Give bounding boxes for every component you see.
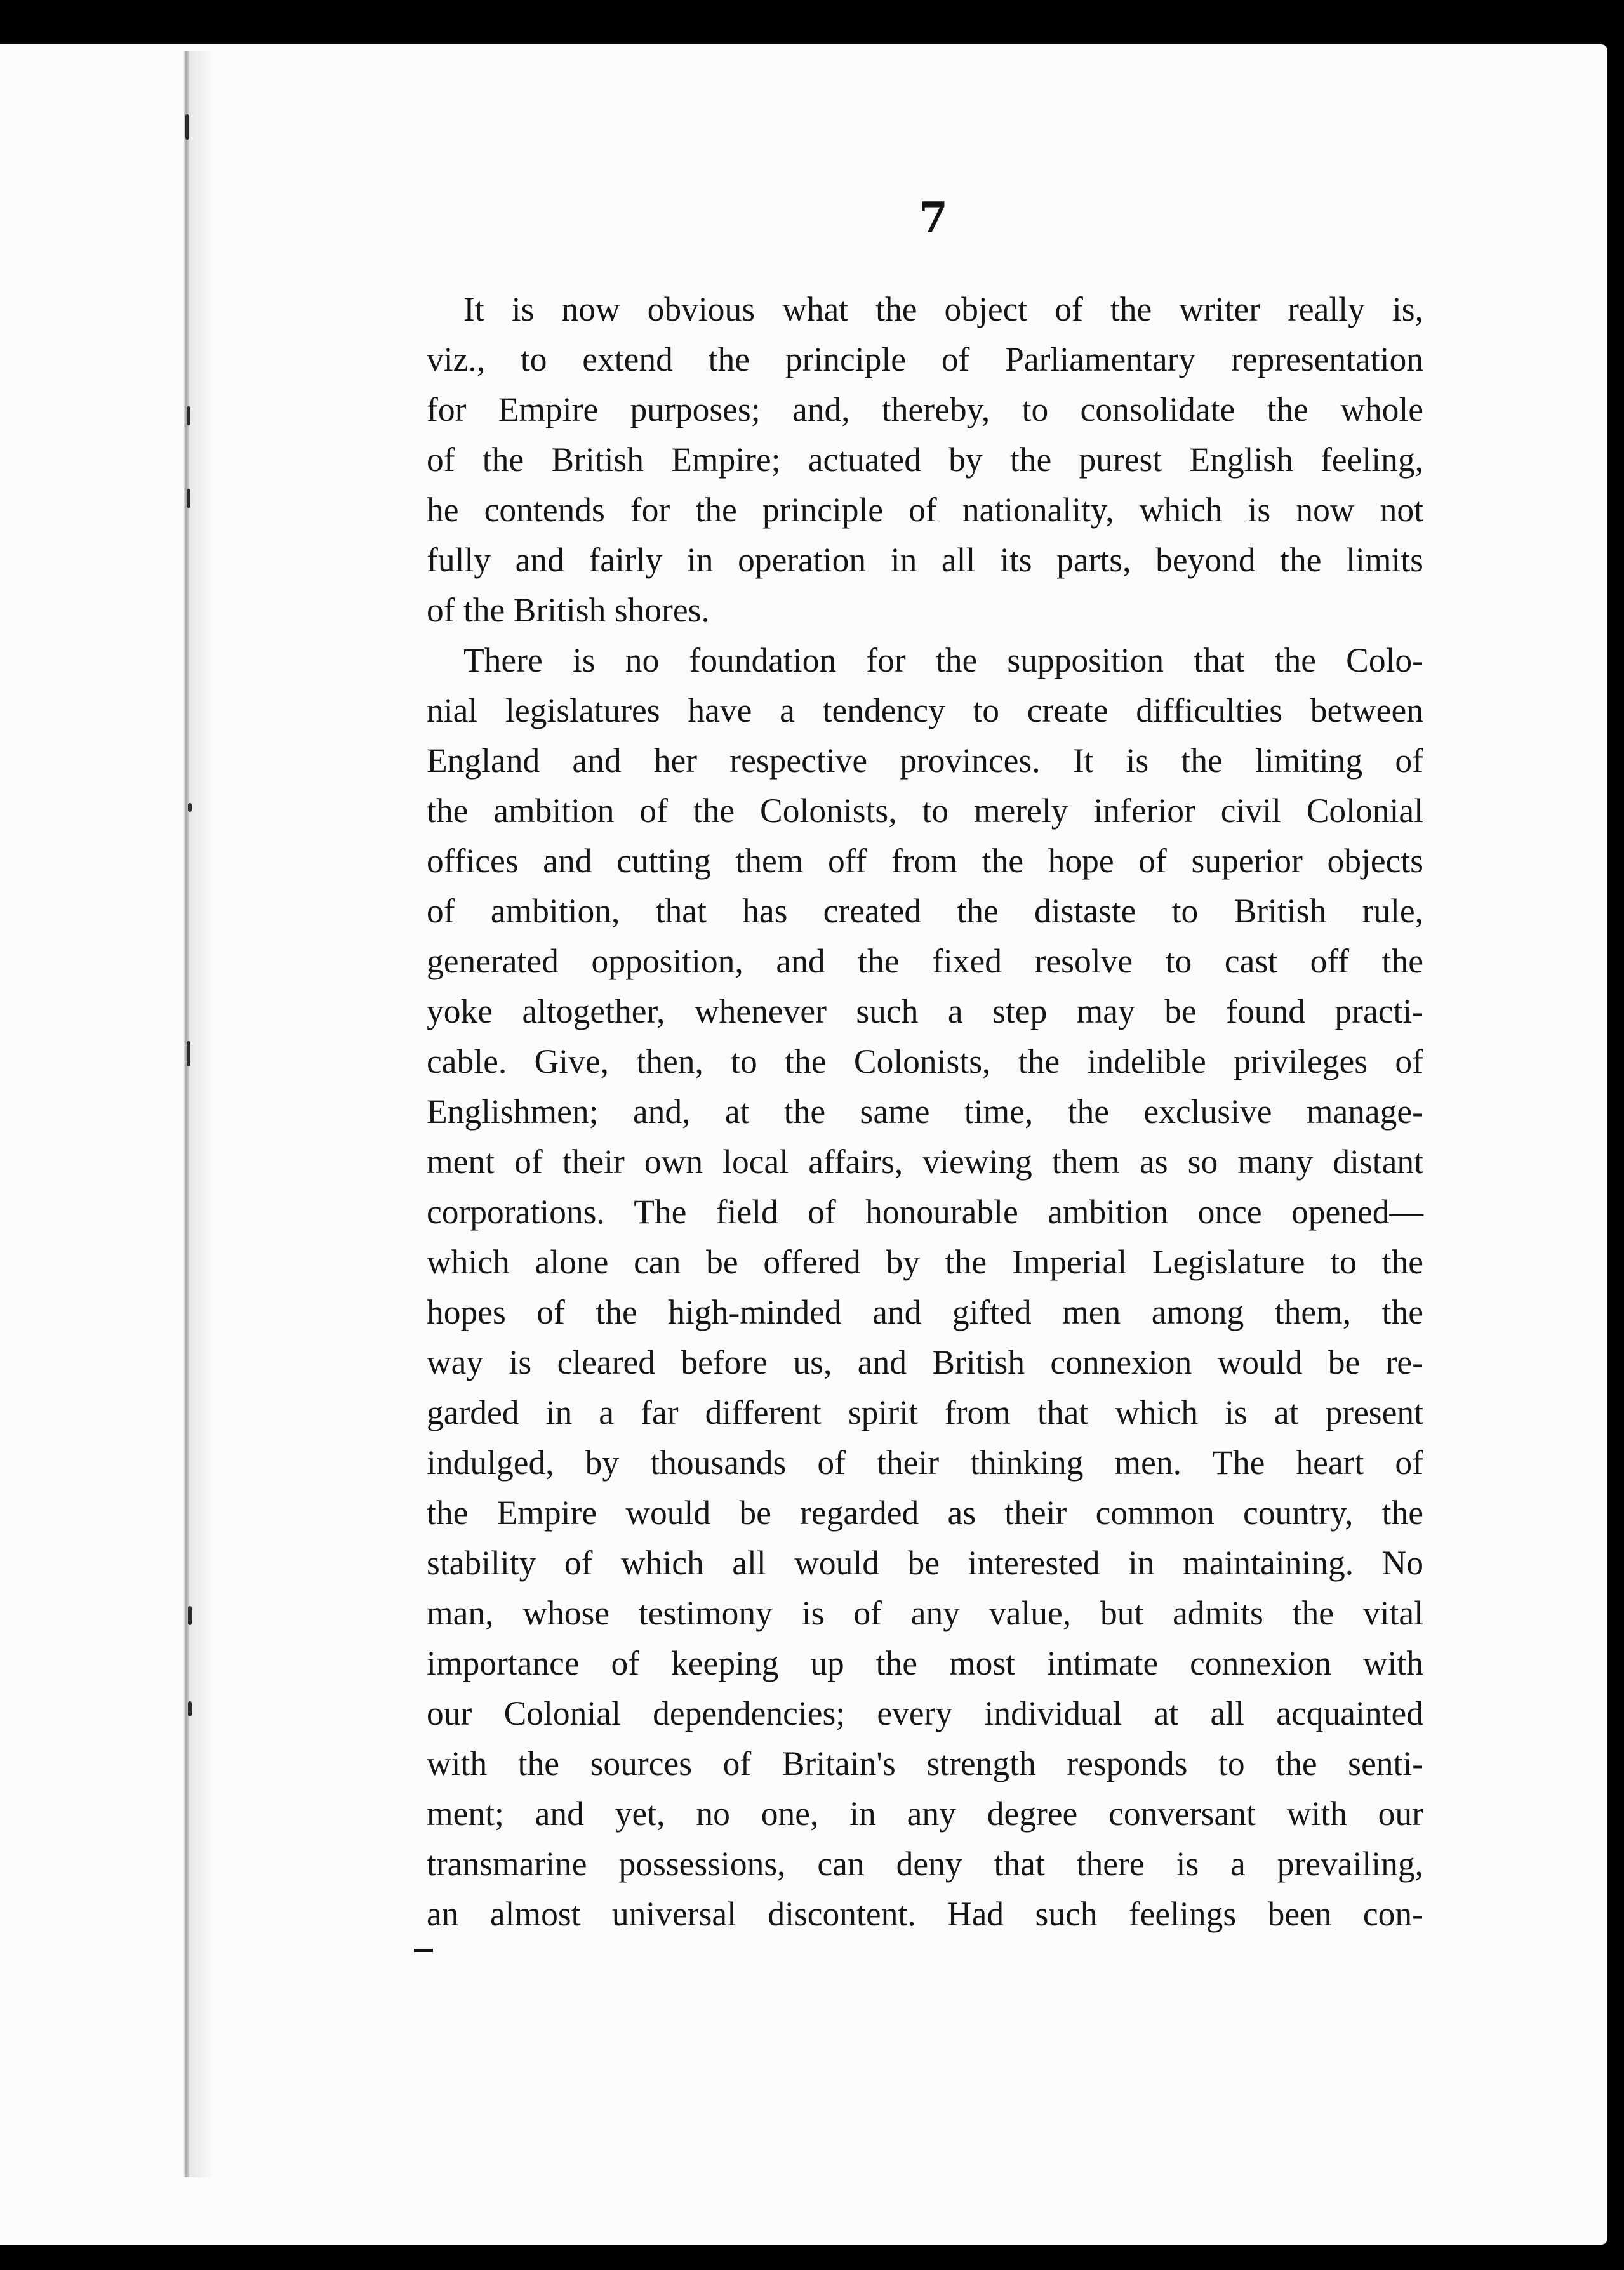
text-line: yoke altogether, whenever such a step may be found practi- <box>427 992 1423 1030</box>
text-line: the Empire would be regarded as their common country, the <box>427 1494 1423 1532</box>
text-line: man, whose testimony is of any value, but admits the vital <box>427 1594 1423 1632</box>
text-line: of the British shores. <box>427 591 710 629</box>
text-line: generated opposition, and the fixed resolve to cast off the <box>427 942 1423 980</box>
text-line: which alone can be offered by the Imperial Legislature to the <box>427 1243 1423 1281</box>
text-line: garded in a far different spirit from that which is at present <box>427 1393 1423 1431</box>
text-line: There is no foundation for the supposition that the Colo- <box>463 641 1423 679</box>
text-line: England and her respective provinces. It is the limiting of <box>427 741 1423 780</box>
binding-mark <box>188 1701 192 1716</box>
text-line: he contends for the principle of nationality, which is now not <box>427 491 1423 529</box>
text-line: for Empire purposes; and, thereby, to consolidate the whole <box>427 390 1423 428</box>
text-line: transmarine possessions, can deny that there is a prevailing, <box>427 1845 1423 1883</box>
text-line: of ambition, that has created the distaste to British rule, <box>427 892 1423 930</box>
gutter-shadow <box>189 51 215 2177</box>
binding-mark <box>187 1041 190 1066</box>
binding-mark <box>187 406 190 425</box>
text-line: hopes of the high-minded and gifted men among them, the <box>427 1293 1423 1331</box>
text-line: ment of their own local affairs, viewing them as so many distant <box>427 1143 1423 1181</box>
text-line: with the sources of Britain's strength responds to the senti- <box>427 1744 1423 1782</box>
text-line: It is now obvious what the object of the writer really is, <box>463 290 1423 328</box>
text-line: our Colonial dependencies; every individual at all acquainted <box>427 1694 1423 1732</box>
text-line: indulged, by thousands of their thinking men. The heart of <box>427 1444 1423 1482</box>
text-line: cable. Give, then, to the Colonists, the indelible privileges of <box>427 1042 1423 1080</box>
binding-mark <box>188 803 192 812</box>
binding-mark <box>188 1606 192 1625</box>
text-line: fully and fairly in operation in all its parts, beyond the limits <box>427 541 1423 579</box>
page-gutter <box>184 51 189 2177</box>
text-line: of the British Empire; actuated by the purest English feeling, <box>427 441 1423 479</box>
text-line: the ambition of the Colonists, to merely inferior civil Colonial <box>427 792 1423 830</box>
text-line: Englishmen; and, at the same time, the exclusive manage- <box>427 1092 1423 1131</box>
text-line: ment; and yet, no one, in any degree conversant with our <box>427 1795 1423 1833</box>
text-line: an almost universal discontent. Had such feelings been con- <box>427 1895 1423 1933</box>
text-line: importance of keeping up the most intimate connexion with <box>427 1644 1423 1682</box>
text-line: corporations. The field of honourable ambition once opened— <box>427 1193 1423 1231</box>
page-number: 7 <box>919 193 948 242</box>
text-line: nial legislatures have a tendency to create difficulties between <box>427 691 1423 729</box>
text-line: viz., to extend the principle of Parliamentary representation <box>427 340 1423 378</box>
binding-mark <box>187 489 190 508</box>
printer-mark <box>414 1949 433 1952</box>
text-line: stability of which all would be interested in maintaining. No <box>427 1544 1423 1582</box>
binding-mark <box>185 114 189 140</box>
text-line: offices and cutting them off from the hope of superior objects <box>427 842 1423 880</box>
text-line: way is cleared before us, and British connexion would be re- <box>427 1343 1423 1381</box>
body-text <box>427 284 1423 1939</box>
